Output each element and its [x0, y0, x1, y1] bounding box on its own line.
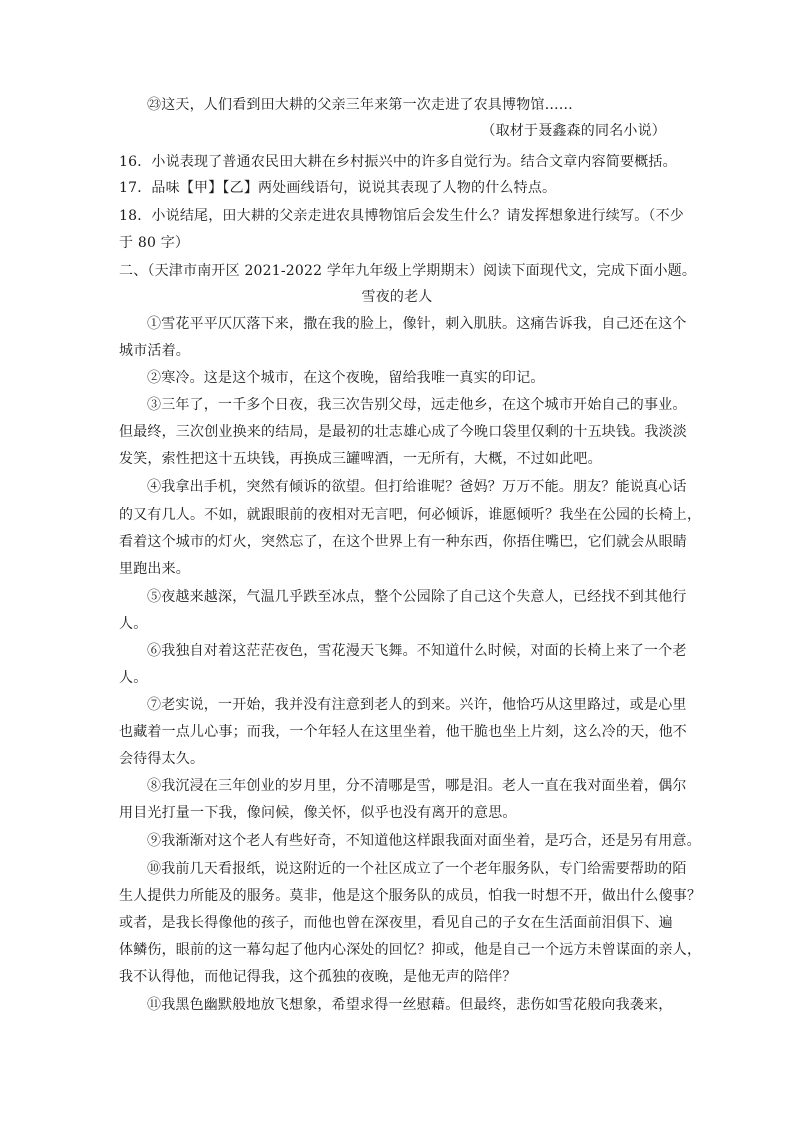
paragraph-line: 体鳞伤，眼前的这一幕勾起了他内心深处的回忆？抑或，他是自己一个远方未曾谋面的亲人，	[119, 942, 702, 958]
section-2-intro: 二、（天津市南开区 2021-2022 学年九年级上学期期末）阅读下面现代文，完成下面小题。	[119, 263, 697, 279]
paragraph-line: 看着这个城市的灯火，突然忘了，在这个世界上有一种东西，你捂住嘴巴，它们就会从眼睛	[119, 534, 687, 550]
paragraph-line: 但最终，三次创业换来的结局，是最初的壮志雄心成了今晚口袋里仅剩的十五块钱。我淡淡	[119, 424, 687, 440]
paragraph-line: 的又有几人。不如，就跟眼前的夜相对无言吧，何必倾诉，谁愿倾听？我坐在公园的长椅上，	[119, 507, 702, 523]
question-17: 17．品味【甲】【乙】两处画线语句，说说其表现了人物的什么特点。	[119, 180, 557, 196]
paragraph-line: ③三年了，一千多个日夜，我三次告别父母，远走他乡，在这个城市开始自己的事业。	[147, 397, 687, 413]
paragraph-line: ②寒冷。这是这个城市，在这个夜晚，留给我唯一真实的印记。	[147, 370, 545, 386]
story-paragraph-23: ㉓这天，人们看到田大耕的父亲三年来第一次走进了农具博物馆……	[147, 97, 573, 113]
question-18-line-2: 于 80 字）	[119, 235, 190, 251]
paragraph-line: ⑧我沉浸在三年创业的岁月里，分不清哪是雪，哪是泪。老人一直在我对面坐着，偶尔	[147, 778, 687, 794]
paragraph-line: ④我拿出手机，突然有倾诉的欲望。但打给谁呢？爸妈？万万不能。朋友？能说真心话	[147, 479, 687, 495]
paragraph-line: 会待得太久。	[119, 751, 205, 767]
paragraph-line: 或者，是我长得像他的孩子，而他也曾在深夜里，看见自己的子女在生活面前泪俱下、遍	[119, 915, 673, 931]
paragraph-line: 生人提供力所能及的服务。莫非，他是这个服务队的成员，怕我一时想不开，做出什么傻事？	[119, 888, 702, 904]
paragraph-line: ⑥我独自对着这茫茫夜色，雪花漫天飞舞。不知道什么时候，对面的长椅上来了一个老	[147, 643, 687, 659]
paragraph-line: 人。	[119, 616, 148, 632]
paragraph-line: ①雪花平平仄仄落下来，撒在我的脸上，像针，刺入肌肤。这痛告诉我，自己还在这个	[147, 316, 687, 332]
paragraph-line: ⑩我前几天看报纸，说这附近的一个社区成立了一个老年服务队，专门给需要帮助的陌	[147, 861, 687, 877]
passage-title: 雪夜的老人	[361, 289, 433, 305]
paragraph-line: 发笑，索性把这十五块钱，再换成三罐啤酒，一无所有，大概，不过如此吧。	[119, 451, 602, 467]
source-citation: （取材于聂鑫森的同名小说）	[481, 123, 666, 139]
paragraph-line: 用目光打量一下我，像问候，像关怀，似乎也没有离开的意思。	[119, 805, 517, 821]
paragraph-line: ⑨我渐渐对这个老人有些好奇，不知道他这样跟我面对面坐着，是巧合，还是另有用意。	[147, 833, 701, 849]
question-16: 16．小说表现了普通农民田大耕在乡村振兴中的许多自觉行为。结合文章内容简要概括。	[119, 154, 677, 170]
paragraph-line: ⑪我黑色幽默般地放飞想象，希望求得一丝慰藉。但最终，悲伤如雪花般向我袭来，	[147, 997, 673, 1013]
paragraph-line: 人。	[119, 670, 148, 686]
paragraph-line: 城市活着。	[119, 343, 190, 359]
question-18-line-1: 18．小说结尾，田大耕的父亲走进农具博物馆后会发生什么？请发挥想象进行续写。（不少	[119, 208, 685, 224]
paragraph-line: 也藏着一点儿心事；而我，一个年轻人在这里坐着，他干脆也坐上片刻，这么冷的天，他不	[119, 724, 687, 740]
paragraph-line: 我不认得他，而他记得我，这个孤独的夜晚，是他无声的陪伴？	[119, 969, 517, 985]
paragraph-line: ⑦老实说，一开始，我并没有注意到老人的到来。兴许，他恰巧从这里路过，或是心里	[147, 697, 687, 713]
paragraph-line: 里跑出来。	[119, 561, 190, 577]
paragraph-line: ⑤夜越来越深，气温几乎跌至冰点，整个公园除了自己这个失意人，已经找不到其他行	[147, 589, 687, 605]
